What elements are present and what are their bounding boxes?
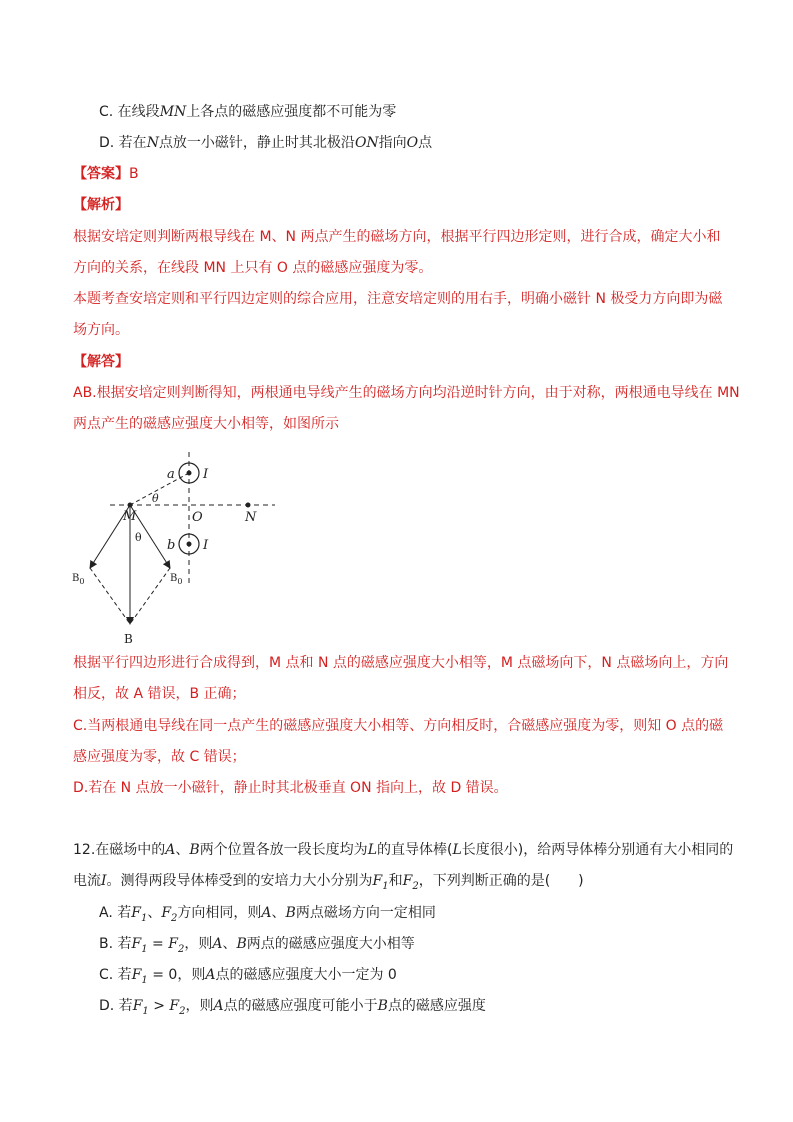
solution-label: 【解答】 [73,354,129,370]
label-b-conductor: b [167,538,176,553]
solution-line-3: 根据平行四边形进行合成得到，M 点和 N 点的磁感应强度大小相等，M 点磁场向下，N 点磁场向上，方向 [73,655,729,671]
answer-value: B [129,166,139,182]
math-f: F [131,936,142,952]
analysis-label: 【解析】 [73,197,129,213]
conductor-b-dot [187,542,192,547]
option-text: 、 [147,905,162,921]
option-text: ，则 [185,998,214,1014]
math-on: ON [354,135,379,151]
math-mn: MN [159,104,187,120]
math-n: N [146,135,159,151]
analysis-line-3: 本题考查安培定则和平行四边定则的综合应用，注意安培定则的用右手，明确小磁针 N 极受力方向即为磁 [73,291,723,307]
stem-text: 电流 [73,873,101,889]
math-o: O [406,135,419,151]
option-prefix: A. 若 [99,905,132,921]
point-n [246,503,251,508]
option-text: 点的磁感应强度 [387,998,486,1014]
math-sub: 2 [412,880,419,892]
option-prefix: B. 若 [99,936,132,952]
math-a: A [165,842,176,858]
math-l: L [452,842,462,858]
math-b: B [377,998,388,1014]
label-o: O [192,510,203,525]
math-b: B [236,936,247,952]
option-text: 两点的磁感应强度大小相等 [246,936,415,952]
label-m: M [123,509,137,524]
math-f: F [169,998,180,1014]
question-12-stem-line1 [73,840,733,860]
math-sub: 1 [141,943,148,955]
option-prefix: D. 若 [99,998,133,1014]
math-f: F [372,873,383,889]
option-c [99,965,397,991]
label-b0-right: $B_0$ [170,573,183,586]
math-f: F [161,905,172,921]
answer-line [73,164,139,184]
label-a: a [167,467,175,482]
option-d-text1: 点放一小磁针，静止时其北极沿 [158,135,355,151]
option-d-prefix: D. 若在 [99,135,147,151]
parallelogram-right-side [130,568,170,624]
math-sub: 2 [177,943,185,955]
stem-text: 两个位置各放一段长度均为 [199,842,368,858]
question-number: 12. [73,842,96,858]
magnetic-field-diagram [60,440,290,650]
label-b-resultant: B [124,632,133,646]
math-f: F [131,967,142,983]
math-i: I [101,873,107,889]
math-f: F [402,873,413,889]
option-c-prefix: C. 在线段 [99,104,160,120]
math-f: F [168,936,178,952]
solution-line-7: D.若在 N 点放一小磁针，静止时其北极垂直 ON 指向上，故 D 错误。 [73,780,508,796]
label-i-bottom: I [203,538,209,553]
math-f: F [132,998,143,1014]
math-f: F [131,905,141,921]
option-text: 、 [271,905,286,921]
solution-line-2: 两点产生的磁感应强度大小相等，如图所示 [73,416,339,432]
math-sub: 1 [382,880,389,892]
math-sub: 1 [140,912,148,924]
math-sub: 2 [179,1005,186,1017]
stem-text: 的直导体棒( [376,842,453,858]
solution-line-6: 感应强度为零，故 C 错误； [73,749,246,765]
stem-text: ，下列判断正确的是( ) [418,873,584,889]
label-theta-top: θ [152,492,159,505]
label-theta-mid: θ [135,531,142,544]
stem-text: 长度很小)，给两导体棒分别通有大小相同的 [461,842,734,858]
stem-text: 在磁场中的 [95,842,166,858]
option-d-prev [99,133,432,153]
option-text: 、 [222,936,237,952]
math-sub: 1 [141,974,148,986]
answer-label: 【答案】 [73,166,129,182]
option-text: ，则 [177,967,206,983]
analysis-line-2: 方向的关系，在线段 MN 上只有 O 点的磁感应强度为零。 [73,260,433,276]
option-d-text3: 点 [418,135,433,151]
stem-text: 。测得两段导体棒受到的安培力大小分别为 [106,873,373,889]
option-text: ，则 [184,936,213,952]
option-c-prev [99,102,396,122]
question-12-stem-line2 [73,871,584,897]
analysis-line-1: 根据安培定则判断两根导线在 M、N 两点产生的磁场方向，根据平行四边形定则，进行合成，确定大小和 [73,229,721,245]
option-text: 点的磁感应强度大小一定为 0 [215,967,397,983]
math-b: B [189,842,200,858]
option-a [99,903,436,929]
option-d [99,996,486,1022]
option-c-text: 上各点的磁感应强度都不可能为零 [186,104,397,120]
solution-line-1: AB.根据安培定则判断得知，两根通电导线产生的磁场方向均沿逆时针方向，由于对称，两根通电导线在 MN [73,385,740,401]
math-a: A [261,905,272,921]
conductor-a-dot [187,471,192,476]
math-sub: 1 [142,1005,149,1017]
label-i-top: I [203,467,209,482]
option-b [99,934,415,960]
stem-text: 和 [388,873,403,889]
label-b0-left: $B_0$ [72,573,85,586]
option-text: 方向相同，则 [177,905,262,921]
math-a: A [212,936,223,952]
label-n: N [245,510,257,525]
option-text: 两点磁场方向一定相同 [295,905,436,921]
analysis-line-4: 场方向。 [73,322,129,338]
math-sub: 2 [171,912,178,924]
math-b: B [285,905,296,921]
solution-line-4: 相反，故 A 错误，B 正确； [73,686,246,702]
math-operator: > [148,998,170,1014]
parallelogram-left-side [90,568,130,624]
math-l: L [367,842,377,858]
option-d-text2: 指向 [378,135,407,151]
math-operator: = [147,936,169,952]
math-a: A [213,998,224,1014]
stem-text: 、 [175,842,190,858]
solution-line-5: C.当两根通电导线在同一点产生的磁感应强度大小相等、方向相反时，合磁感应强度为零，则知 O 点的磁 [73,718,724,734]
math-operator: = 0 [147,967,178,983]
option-prefix: C. 若 [99,967,132,983]
math-a: A [205,967,216,983]
option-text: 点的磁感应强度可能小于 [223,998,378,1014]
